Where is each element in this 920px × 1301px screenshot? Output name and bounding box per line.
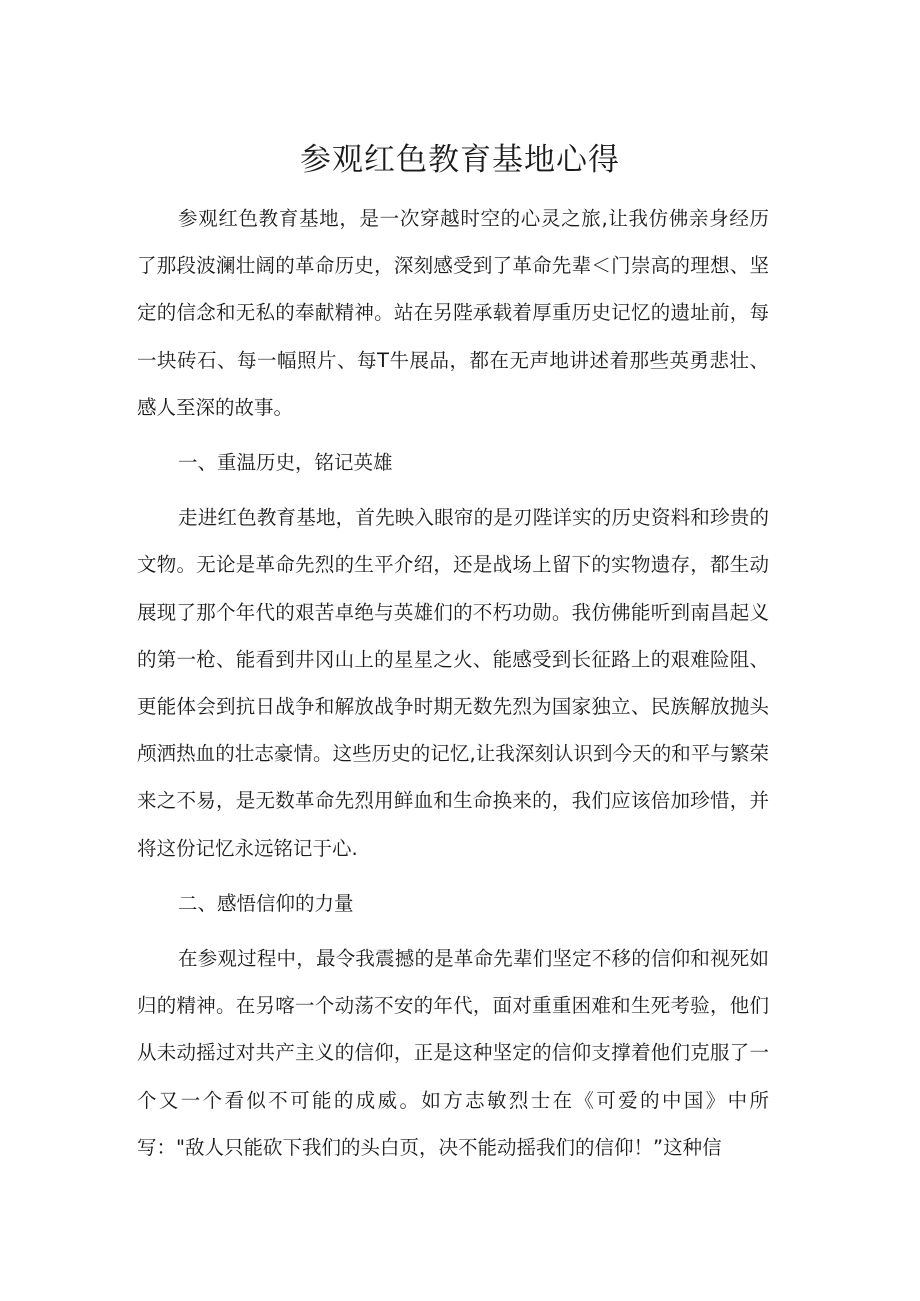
section-heading-2: 二、感悟信仰的力量: [178, 891, 354, 915]
document-body: [137, 195, 769, 1179]
document-title: 参观红色教育基地心得: [300, 142, 620, 178]
section-heading-1: 一、重温历史，铭记英雄: [178, 451, 393, 475]
intro-paragraph: 参观红色教育基地，是一次穿越时空的心灵之旅,让我仿佛亲身经历了那段波澜壮阔的革命历史，深刻感受到了革命先辈＜门崇高的理想、坚定的信念和无私的奉献精神。站在另陛承载着厚重历史记忆的遗址前，每一块砖石、每一幅照片、每T牛展品，都在无声地讲述着那些英勇悲壮、感人至深的故事。: [137, 207, 769, 419]
section-2-paragraph: 在参观过程中，最令我震撼的是革命先辈们坚定不移的信仰和视死如归的精神。在另喀一个动荡不安的年代，面对重重困难和生死考验，他们从未动摇过对共产主义的信仰，正是这种坚定的信仰支撑着他们克服了一个又一个看似不可能的成威。如方志敏烈士在《可爱的中国》中所写："敌人只能砍下我们的头白页，决不能动摇我们的信仰！”这种信: [137, 947, 769, 1159]
section-1-paragraph: 走进红色教育基地，首先映入眼帘的是刃陛详实的历史资料和珍贵的文物。无论是革命先烈的生平介绍，还是战场上留下的实物遗存，都生动展现了那个年代的艰苦卓绝与英雄们的不朽功勋。我仿佛能听到南昌起义的第一枪、能看到井冈山上的星星之火、能感受到长征路上的艰难险阻、更能体会到抗日战争和解放战争时期无数先烈为国家独立、民族解放抛头颅洒热血的壮志豪情。这些历史的记忆,让我深刻认识到今天的和平与繁荣来之不易，是无数革命先烈用鲜血和生命换来的，我们应该倍加珍惜，并将这份记忆永远铭记于心.: [137, 506, 769, 860]
